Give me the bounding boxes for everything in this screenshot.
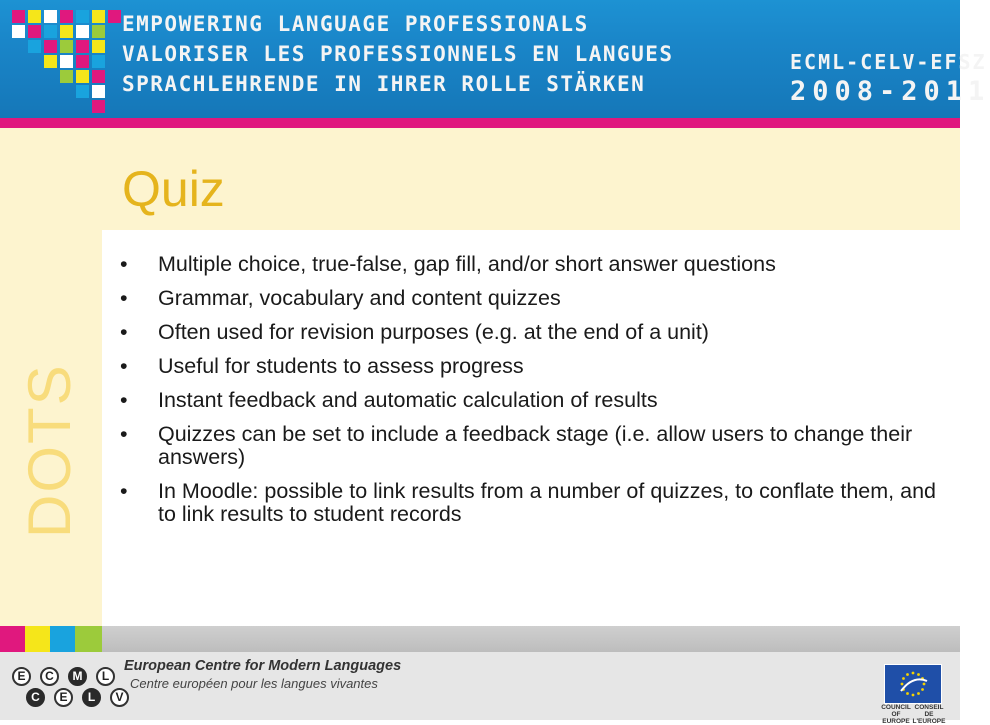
bullet-item xyxy=(118,389,948,412)
color-tile xyxy=(60,25,73,38)
org-codes: ECML-CELV-EFSZ xyxy=(790,50,987,74)
color-tile xyxy=(12,10,25,23)
bullet-marker: • xyxy=(120,479,128,503)
bullet-text: Instant feedback and automatic calculation of results xyxy=(158,388,658,412)
color-tile xyxy=(76,55,89,68)
bullet-text: Multiple choice, true-false, gap fill, and/or short answer questions xyxy=(158,252,776,276)
color-tile xyxy=(92,100,105,113)
slogan-line-en: EMPOWERING LANGUAGE PROFESSIONALS xyxy=(122,12,589,36)
cyan-block xyxy=(50,626,75,652)
color-tile xyxy=(108,10,121,23)
color-tile xyxy=(28,10,41,23)
logo-letter-m: M xyxy=(68,667,87,686)
bullet-marker: • xyxy=(120,388,128,412)
yellow-block xyxy=(25,626,50,652)
bullet-text: Often used for revision purposes (e.g. at the end of a unit) xyxy=(158,320,709,344)
logo-letter-l2: L xyxy=(82,688,101,707)
color-tile xyxy=(60,40,73,53)
color-tile xyxy=(76,40,89,53)
color-tile xyxy=(76,70,89,83)
header-banner xyxy=(0,0,990,118)
logo-letter-e: E xyxy=(12,667,31,686)
color-tile xyxy=(92,85,105,98)
centre-name-fr: Centre européen pour les langues vivantes xyxy=(130,676,378,691)
color-tile xyxy=(44,10,57,23)
color-tile xyxy=(44,55,57,68)
bullet-text: Useful for students to assess progress xyxy=(158,354,524,378)
bullet-item xyxy=(118,321,948,344)
slogan-line-fr: VALORISER LES PROFESSIONNELS EN LANGUES xyxy=(122,42,674,66)
bullet-item xyxy=(118,355,948,378)
side-label-dots: DOTS xyxy=(16,363,83,538)
eu-stars-flag-icon xyxy=(884,664,942,704)
bullet-marker: • xyxy=(120,252,128,276)
color-tile xyxy=(92,70,105,83)
color-tile xyxy=(12,25,25,38)
coe-label-en: COUNCIL OF EUROPE xyxy=(881,704,911,725)
logo-letter-c2: C xyxy=(40,667,59,686)
bullet-text: Grammar, vocabulary and content quizzes xyxy=(158,286,561,310)
slogan-line-de: SPRACHLEHRENDE IN IHRER ROLLE STÄRKEN xyxy=(122,72,646,96)
bullet-item xyxy=(118,423,948,469)
pink-block xyxy=(0,626,25,652)
color-tile xyxy=(92,10,105,23)
bullet-text: In Moodle: possible to link results from a number of quizzes, to conflate them, and to link results to student records xyxy=(158,479,936,526)
bullet-item xyxy=(118,480,948,526)
color-tile xyxy=(28,25,41,38)
color-tile xyxy=(60,10,73,23)
color-tile xyxy=(44,40,57,53)
gray-bar xyxy=(102,626,960,652)
bullet-list xyxy=(118,253,948,537)
bullet-text: Quizzes can be set to include a feedback stage (i.e. allow users to change their answers) xyxy=(158,422,913,469)
coe-label-fr: CONSEIL DE L'EUROPE xyxy=(912,704,946,725)
color-tile xyxy=(44,25,57,38)
color-tile xyxy=(92,55,105,68)
logo-letter-c: C xyxy=(26,688,45,707)
color-tile xyxy=(92,25,105,38)
bullet-item xyxy=(118,287,948,310)
color-tile xyxy=(76,10,89,23)
color-tile xyxy=(60,70,73,83)
logo-letter-e2: E xyxy=(54,688,73,707)
color-tile xyxy=(92,40,105,53)
bullet-marker: • xyxy=(120,286,128,310)
title-band xyxy=(102,128,960,230)
bullet-item xyxy=(118,253,948,276)
logo-letter-l: L xyxy=(96,667,115,686)
color-tile xyxy=(60,55,73,68)
green-block xyxy=(75,626,102,652)
logo-letter-v: V xyxy=(110,688,129,707)
centre-name-en: European Centre for Modern Languages xyxy=(124,658,402,674)
bullet-marker: • xyxy=(120,422,128,446)
slide-title: Quiz xyxy=(122,161,225,217)
color-tile xyxy=(28,40,41,53)
color-tile xyxy=(76,25,89,38)
pink-divider xyxy=(0,118,960,128)
bullet-marker: • xyxy=(120,354,128,378)
bullet-marker: • xyxy=(120,320,128,344)
project-years: 2008-2011 xyxy=(790,76,990,107)
color-tile xyxy=(76,85,89,98)
